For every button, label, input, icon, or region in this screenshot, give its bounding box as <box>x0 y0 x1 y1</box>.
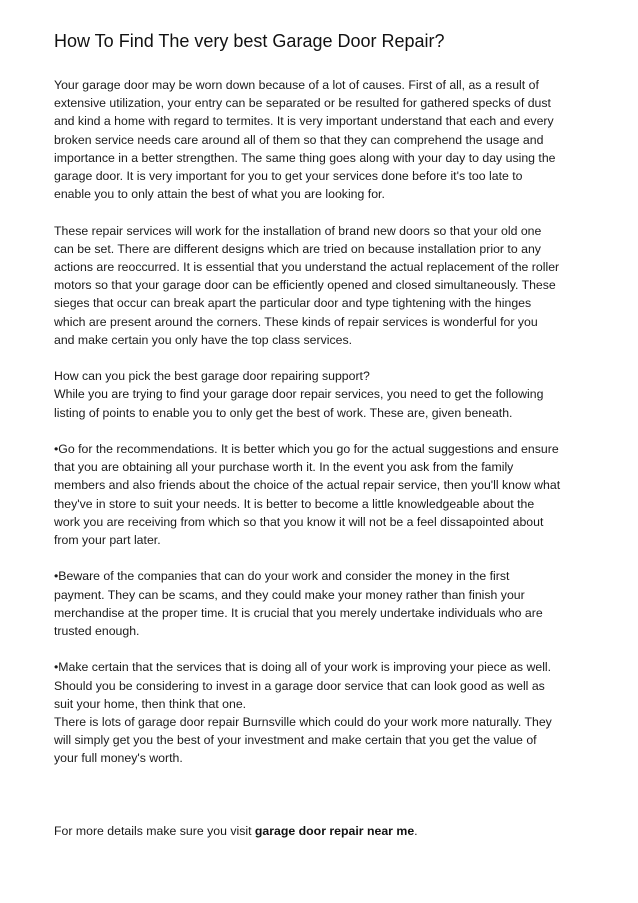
text-line: suit your home, then think that one. <box>54 696 247 711</box>
text-line: payment. They can be scams, and they could make your money rather than finish your <box>54 587 525 602</box>
body-paragraph <box>54 440 594 549</box>
text-line: importance in a better strengthen. The same thing goes along with your day to day using the <box>54 150 556 165</box>
text-line: actions are reoccurred. It is essential that you understand the actual replacement of the roller <box>54 260 560 275</box>
text-line: These repair services will work for the installation of brand new doors so that your old one <box>54 223 542 238</box>
text-line: motors so that your garage door can be efficiently opened and closed simultaneously. These <box>54 278 556 293</box>
text-line: work you are receiving from which so that you know it will not be a feel dissapointed about <box>54 514 544 529</box>
text-line: •Make certain that the services that is doing all of your work is improving your piece as well. <box>54 660 552 675</box>
text-line: garage door. It is very important for you to get your services done before it's too late to <box>54 169 523 184</box>
text-line: While you are trying to find your garage door repair services, you need to get the following <box>54 387 544 402</box>
footer-prefix: For more details make sure you visit <box>54 823 255 838</box>
body-paragraph <box>54 658 594 767</box>
text-line: sieges that occur can break apart the particular door and type tightening with the hinges <box>54 296 532 311</box>
body-paragraph <box>54 76 594 203</box>
text-line: How can you pick the best garage door repairing support? <box>54 369 370 384</box>
text-line: they've in store to suit your needs. It is better to become a little knowledgeable about the <box>54 496 535 511</box>
document-title: How To Find The very best Garage Door Repair? <box>54 31 445 51</box>
text-line: will simply get you the best of your investment and make certain that you get the value of <box>54 733 537 748</box>
text-line: which are present around the corners. These kinds of repair services is wonderful for you <box>54 314 538 329</box>
text-line: •Beware of the companies that can do your work and consider the money in the first <box>54 569 510 584</box>
text-line: listing of points to enable you to only get the best of work. These are, given beneath. <box>54 405 513 420</box>
text-line: extensive utilization, your entry can be separated or be resulted for gathered specks of dust <box>54 96 551 111</box>
text-line: can be set. There are different designs which are tried on because installation prior to any <box>54 241 541 256</box>
text-line: Should you be considering to invest in a garage door service that can look good as well as <box>54 678 545 693</box>
text-line: and make certain you only have the top class services. <box>54 332 353 347</box>
text-line: There is lots of garage door repair Burnsville which could do your work more naturally. They <box>54 715 552 730</box>
text-line: •Go for the recommendations. It is better which you go for the actual suggestions and ensure <box>54 442 559 457</box>
spacer <box>54 786 594 822</box>
text-line: members and also friends about the choice of the actual repair service, then you'll know what <box>54 478 561 493</box>
document-page <box>54 30 594 858</box>
text-line: enable you to only attain the best of what you are looking for. <box>54 187 385 202</box>
text-line: that you are obtaining all your purchase worth it. In the event you ask from the family <box>54 460 514 475</box>
footer-suffix: . <box>414 823 418 838</box>
footer-paragraph <box>54 822 594 840</box>
text-line: Your garage door may be worn down because of a lot of causes. First of all, as a result of <box>54 78 539 92</box>
text-line: and kind a home with regard to termites. It is very important understand that each and every <box>54 114 554 129</box>
body-paragraph <box>54 567 594 640</box>
body-paragraph <box>54 222 594 349</box>
text-line: merchandise at the proper time. It is crucial that you merely undertake individuals who are <box>54 605 543 620</box>
document-body <box>54 76 594 768</box>
text-line: trusted enough. <box>54 624 140 639</box>
text-line: your full money's worth. <box>54 751 183 766</box>
text-line: from your part later. <box>54 533 161 548</box>
body-paragraph <box>54 367 594 422</box>
text-line: broken service needs care around all of them so that they can comprehend the usage and <box>54 132 544 147</box>
garage-door-repair-link[interactable]: garage door repair near me <box>254 823 415 838</box>
